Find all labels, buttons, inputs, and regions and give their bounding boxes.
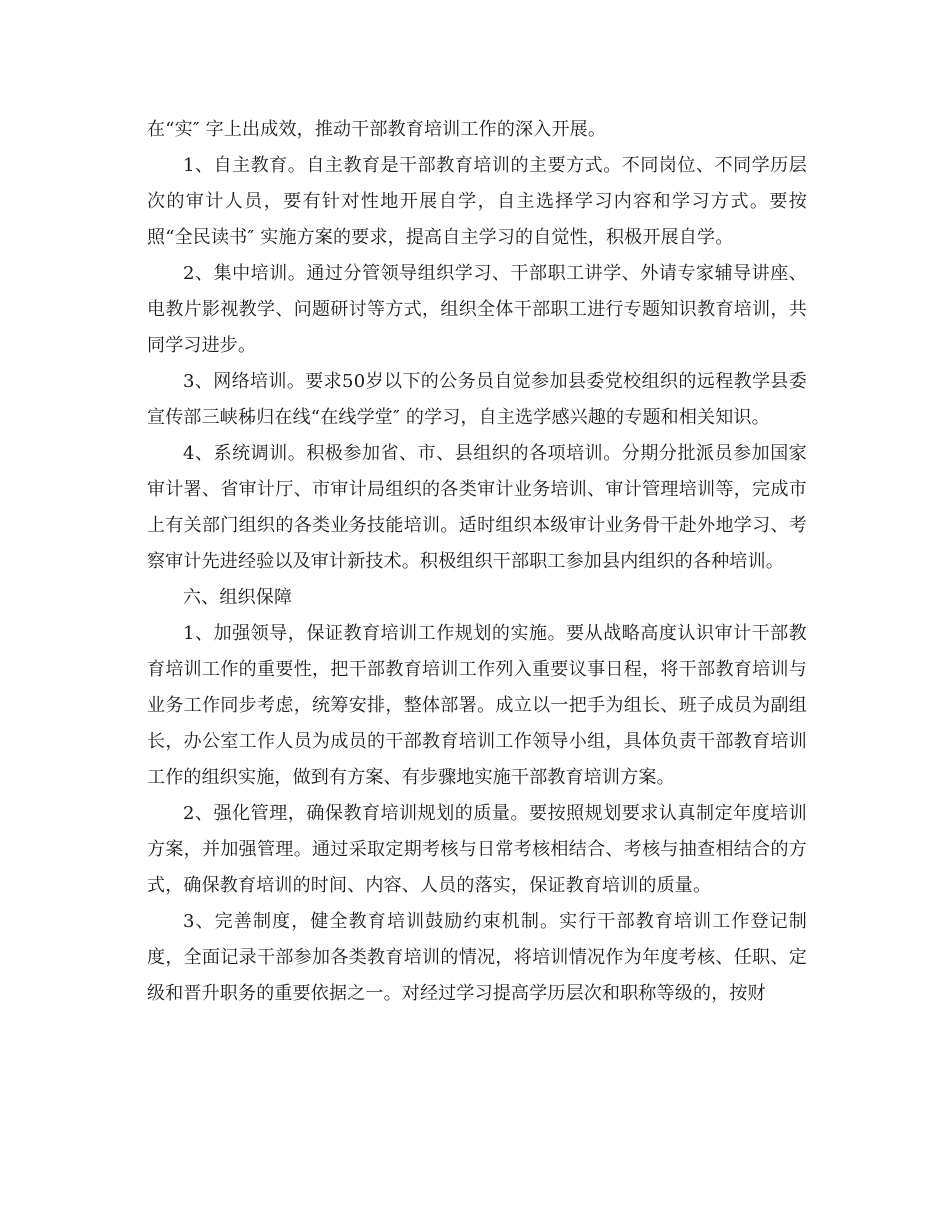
paragraph-strengthen-leadership: 1、加强领导，保证教育培训工作规划的实施。要从战略高度认识审计干部教育培训工作的重要性，把干部教育培训工作列入重要议事日程，将干部教育培训与业务工作同步考虑，统筹安排，整体部署。成立以一把手为组长、班子成员为副组长，办公室工作人员为成员的干部教育培训工作领导小组，具体负责干部教育培训工作的组织实施，做到有方案、有步骤地实施干部教育培训方案。	[147, 623, 807, 788]
paragraph-online-training: 3、网络培训。要求50岁以下的公务员自觉参加县委党校组织的远程教学县委宣传部三峡秭归在线“在线学堂″ 的学习，自主选学感兴趣的专题和相关知识。	[147, 371, 807, 428]
paragraph-continuation: 在“实″ 字上出成效，推动干部教育培训工作的深入开展。	[147, 119, 607, 140]
paragraph-improve-system: 3、完善制度，健全教育培训鼓励约束机制。实行干部教育培训工作登记制度，全面记录干部参加各类教育培训的情况，将培训情况作为年度考核、任职、定级和晋升职务的重要依据之一。对经过学习提高学历层次和职称等级的，按财	[147, 911, 807, 1004]
paragraph-centralized-training: 2、集中培训。通过分管领导组织学习、干部职工讲学、外请专家辅导讲座、电教片影视教学、问题研讨等方式，组织全体干部职工进行专题知识教育培训，共同学习进步。	[147, 263, 807, 356]
paragraph-system-training: 4、系统调训。积极参加省、市、县组织的各项培训。分期分批派员参加国家审计署、省审计厅、市审计局组织的各类审计业务培训、审计管理培训等，完成市上有关部门组织的各类业务技能培训。适时组织本级审计业务骨干赴外地学习、考察审计先进经验以及审计新技术。积极组织干部职工参加县内组织的各种培训。	[147, 443, 807, 572]
section-heading-organizational-guarantee: 六、组织保障	[183, 587, 293, 608]
paragraph-self-study: 1、自主教育。自主教育是干部教育培训的主要方式。不同岗位、不同学历层次的审计人员，要有针对性地开展自学，自主选择学习内容和学习方式。要按照“全民读书″ 实施方案的要求，提高自主学习的自觉性，积极开展自学。	[147, 155, 807, 248]
paragraph-strengthen-management: 2、强化管理，确保教育培训规划的质量。要按照规划要求认真制定年度培训方案，并加强管理。通过采取定期考核与日常考核相结合、考核与抽查相结合的方式，确保教育培训的时间、内容、人员的落实，保证教育培训的质量。	[147, 803, 807, 896]
document-body	[147, 112, 807, 1012]
